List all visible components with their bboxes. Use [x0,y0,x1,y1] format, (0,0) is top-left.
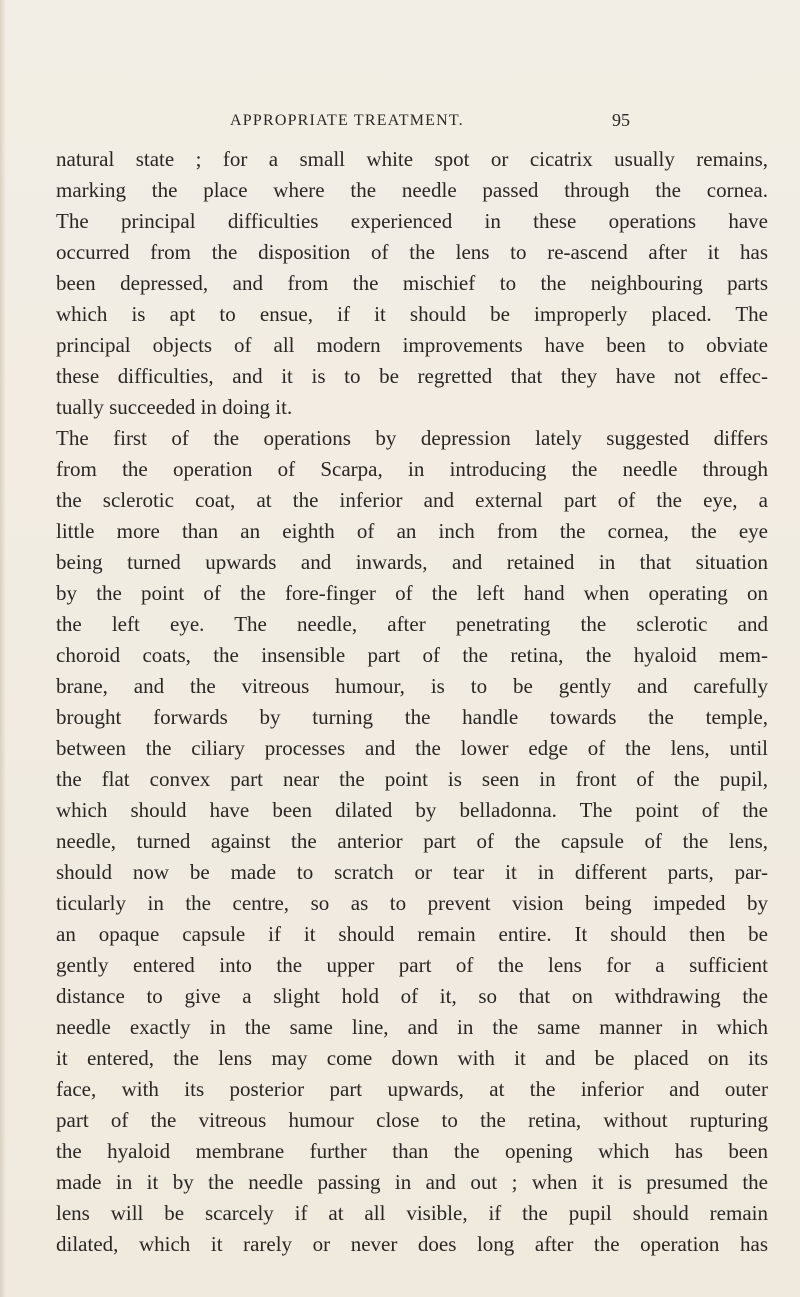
text-line: The principal difficulties experienced in these operations have [56,209,768,233]
text-line: being turned upwards and inwards, and retained in that situation [56,550,768,574]
text-line: needle exactly in the same line, and in the same manner in which [56,1015,768,1039]
text-line: choroid coats, the insensible part of the retina, the hyaloid mem- [56,643,768,667]
text-line: ticularly in the centre, so as to prevent vision being impeded by [56,891,768,915]
text-line: occurred from the disposition of the lens to re-ascend after it has [56,240,768,264]
text-line: the left eye. The needle, after penetrating the sclerotic and [56,612,768,636]
text-line: The first of the operations by depression lately suggested differs [56,426,768,450]
text-line: the hyaloid membrane further than the opening which has been [56,1139,768,1163]
page-number: 95 [612,110,630,130]
text-line: by the point of the fore-finger of the left hand when operating on [56,581,768,605]
text-line: been depressed, and from the mischief to the neighbouring parts [56,271,768,295]
text-line: gently entered into the upper part of the lens for a sufficient [56,953,768,977]
text-line: face, with its posterior part upwards, at the inferior and outer [56,1077,768,1101]
text-line: the sclerotic coat, at the inferior and external part of the eye, a [56,488,768,512]
text-line: between the ciliary processes and the lower edge of the lens, until [56,736,768,760]
text-line: from the operation of Scarpa, in introducing the needle through [56,457,768,481]
text-line: should now be made to scratch or tear it in different parts, par- [56,860,768,884]
text-line: tually succeeded in doing it. [56,395,293,419]
text-line: needle, turned against the anterior part of the capsule of the lens, [56,829,768,853]
text-line: which should have been dilated by belladonna. The point of the [56,798,768,822]
text-line: part of the vitreous humour close to the retina, without rupturing [56,1108,768,1132]
text-line: these difficulties, and it is to be regretted that they have not effec- [56,364,768,388]
text-line: little more than an eighth of an inch from the cornea, the eye [56,519,768,543]
text-line: which is apt to ensue, if it should be improperly placed. The [56,302,768,326]
text-line: an opaque capsule if it should remain entire. It should then be [56,922,768,946]
running-head [230,112,630,136]
running-head-title: APPROPRIATE TREATMENT. [230,112,464,129]
body-text [56,144,768,1260]
text-line: natural state ; for a small white spot or cicatrix usually remains, [56,147,768,171]
text-line: made in it by the needle passing in and out ; when it is presumed the [56,1170,768,1194]
text-line: the flat convex part near the point is seen in front of the pupil, [56,767,768,791]
text-line: principal objects of all modern improvements have been to obviate [56,333,768,357]
text-line: it entered, the lens may come down with it and be placed on its [56,1046,768,1070]
page-edge-shadow [0,0,6,1297]
text-line: lens will be scarcely if at all visible, if the pupil should remain [56,1201,768,1225]
text-line: distance to give a slight hold of it, so that on withdrawing the [56,984,768,1008]
text-line: dilated, which it rarely or never does long after the operation has [56,1232,768,1256]
text-line: brought forwards by turning the handle towards the temple, [56,705,768,729]
text-line: marking the place where the needle passed through the cornea. [56,178,768,202]
text-line: brane, and the vitreous humour, is to be gently and carefully [56,674,768,698]
